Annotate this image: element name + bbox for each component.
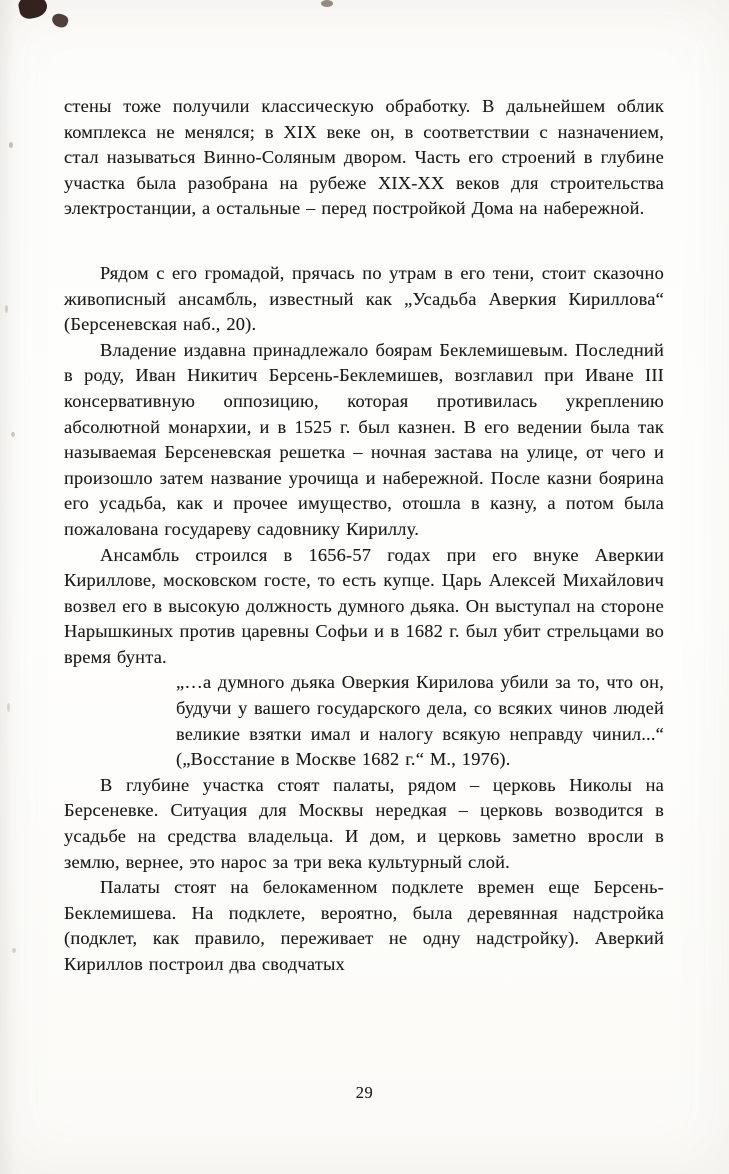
paragraph: Рядом с его громадой, прячась по утрам в его тени, стоит сказочно живописный ансамбль, известный как „Усадьба Аверкия Кириллова“ (Берсеневская наб., 20).: [64, 262, 664, 335]
scan-speck: [7, 703, 10, 712]
scan-ink-blot: [50, 12, 69, 29]
scan-speck: [9, 142, 13, 148]
paragraph: Палаты стоят на белокаменном подклете времен еще Берсень-Беклемишева. На подклете, вероятно, была деревянная надстройка (подклет, как правило, переживает не одну надстройку). Аверкий Кириллов построил два сводчатых: [64, 877, 664, 974]
text-block: [64, 94, 664, 978]
scan-smudge: [321, 0, 333, 7]
paragraph-continuation: стены тоже получили классическую обработку. В дальнейшем облик комплекса не менялся; в XIX веке он, в соответствии с назначением, стал называться Винно-Соляным двором. Часть его строений в глубине участка была разобрана на рубеже XIX-XX веков для строительства электростанции, а остальные – перед постройкой Дома на набережной.: [64, 96, 664, 219]
paragraph: В глубине участка стоят палаты, рядом – церковь Николы на Берсеневке. Ситуация для Москвы нередкая – церковь возводится в усадьбе на средства владельца. И дом, и церковь заметно вросли в землю, вернее, это нарос за три века культурный слой.: [64, 774, 664, 872]
paragraph: Владение издавна принадлежало боярам Беклемишевым. Последний в роду, Иван Никитич Берсень-Беклемишев, возглавил при Иване III консервативную оппозицию, которая противилась укреплению абсолютной монархии, и в 1525 г. был казнен. В его ведении была так называемая Берсеневская решетка – ночная застава на улице, от чего и произошло затем название урочища и набережной. После казни боярина его усадьба, как и прочее имущество, отошла в казну, а потом была пожалована государеву садовнику Кириллу.: [64, 339, 664, 539]
paragraph: Ансамбль строился в 1656-57 годах при его внуке Аверкии Кириллове, московском госте, то есть купце. Царь Алексей Михайлович возвел его в высокую должность думного дьяка. Он выступал на стороне Нарышкиных против царевны Софьи и в 1682 г. был убит стрельцами во время бунта.: [64, 544, 664, 667]
scan-speck: [12, 948, 16, 953]
scan-edge-shadow: [0, 0, 16, 1174]
block-quote: „…а думного дьяка Оверкия Кирилова убили за то, что он, будучи у вашего государского дела, со всяких чинов людей великие взятки имал и налогу всякую неправду чинил...“ („Восстание в Москве 1682 г.“ М., 1976).: [176, 672, 664, 770]
page-number: 29: [355, 1083, 374, 1102]
scan-speck: [11, 432, 15, 437]
scan-ink-blot: [17, 0, 49, 21]
scan-speck: [5, 305, 8, 313]
